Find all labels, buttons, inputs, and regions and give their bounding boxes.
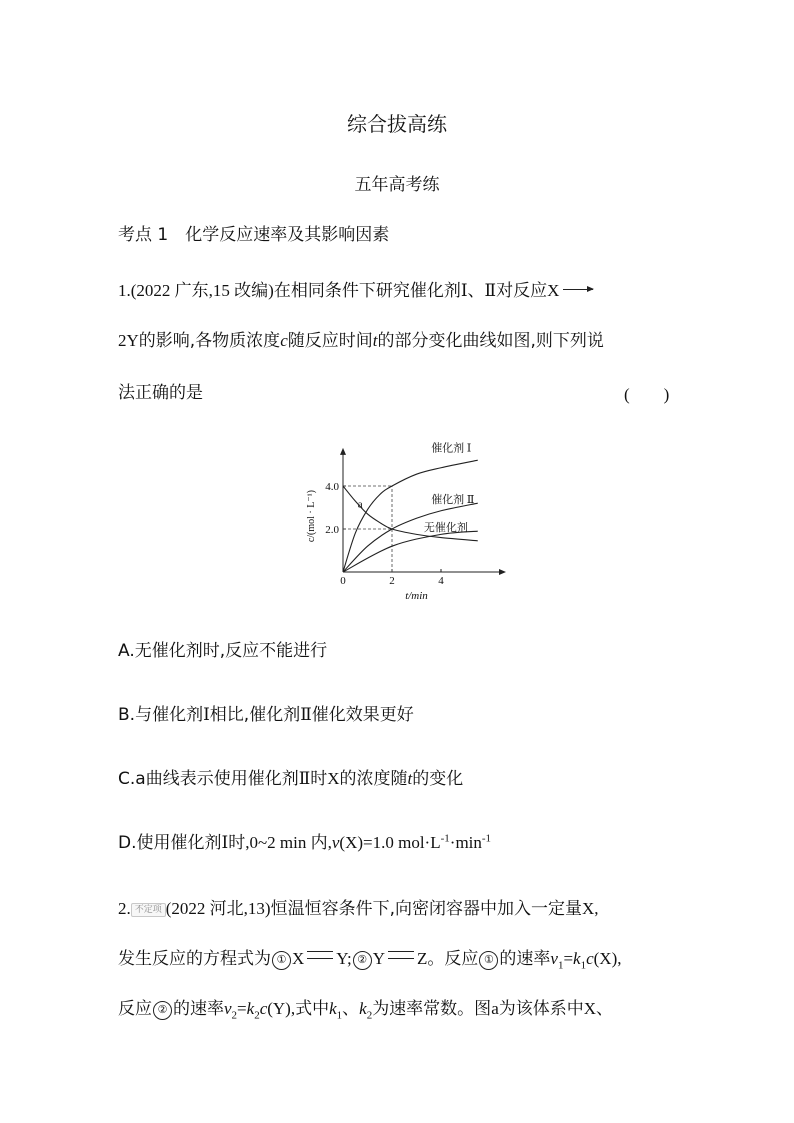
series-line-2 bbox=[343, 503, 478, 572]
subscript: 1 bbox=[557, 959, 564, 972]
q2-text: 的速率 bbox=[499, 949, 551, 969]
reactant-x: X bbox=[327, 769, 340, 788]
rate-constant-symbol: k bbox=[359, 999, 367, 1018]
equals-sign: = bbox=[237, 999, 247, 1018]
q1-text: 随反应时间 bbox=[287, 331, 373, 351]
rate-constant-symbol: k bbox=[573, 949, 581, 968]
option-c-text: 曲线表示使用催化剂 bbox=[145, 769, 299, 789]
reactant-x: X, bbox=[582, 899, 599, 918]
reactant-x: X bbox=[547, 281, 560, 300]
circled-number: ② bbox=[353, 951, 372, 970]
equals-sign: = bbox=[563, 949, 574, 968]
option-b-text: 相比,催化剂 bbox=[209, 705, 301, 725]
q2-text: 反应 bbox=[118, 999, 152, 1019]
subscript: 2 bbox=[366, 1009, 373, 1022]
q1-text: 对反应 bbox=[496, 281, 548, 301]
product-z: Z。 bbox=[417, 949, 445, 968]
reactant-x: X bbox=[292, 949, 305, 968]
concentration-symbol: c bbox=[259, 999, 268, 1018]
equilibrium-sign-icon bbox=[388, 951, 414, 959]
q1-source: (2022 广东,15 改编) bbox=[130, 281, 274, 300]
q1-text: 在相同条件下研究催化剂 bbox=[273, 281, 461, 301]
time-symbol: t bbox=[407, 769, 413, 788]
option-d-text: ·min bbox=[449, 833, 482, 852]
section-heading: 考点 1 化学反应速率及其影响因素 bbox=[118, 225, 390, 245]
q2-text: 、 bbox=[342, 999, 360, 1019]
x-tick-label: 0 bbox=[340, 575, 346, 587]
catalyst-2-symbol: Ⅱ bbox=[300, 705, 312, 724]
circled-number: ② bbox=[153, 1001, 172, 1020]
q1-stem-line1 bbox=[118, 276, 593, 301]
reactant-y: Y bbox=[372, 949, 386, 968]
concentration-time-chart bbox=[296, 430, 506, 605]
x-tick-label: 2 bbox=[389, 575, 395, 587]
q1-number: 1. bbox=[118, 281, 131, 300]
rate-symbol: v bbox=[331, 833, 340, 852]
q2-text: 为该体系中 bbox=[498, 999, 584, 1019]
circled-number: ① bbox=[272, 951, 291, 970]
catalyst-2-symbol: Ⅱ bbox=[298, 769, 311, 788]
q2-text: (X), bbox=[593, 949, 622, 968]
y-tick-label: 2.0 bbox=[325, 524, 339, 536]
q2-text: 式中 bbox=[295, 999, 330, 1019]
q2-text: (Y), bbox=[267, 999, 296, 1018]
x-axis-label: t/min bbox=[405, 590, 428, 602]
catalyst-2-symbol: Ⅱ bbox=[484, 281, 497, 300]
concentration-symbol: c bbox=[280, 331, 288, 350]
q1-text: 的影响,各物质浓度 bbox=[138, 331, 281, 351]
rate-symbol: v bbox=[550, 949, 558, 968]
catalyst-1-symbol: Ⅰ bbox=[221, 833, 229, 852]
q2-text: 反应 bbox=[444, 949, 479, 969]
rate-symbol: v bbox=[224, 999, 232, 1018]
option-d-text: (X)=1.0 mol·L bbox=[339, 833, 441, 852]
subscript: 2 bbox=[231, 1009, 238, 1022]
option-b-text: B.与催化剂 bbox=[118, 705, 204, 725]
rate-constant-symbol: k bbox=[329, 999, 337, 1018]
exponent: -1 bbox=[440, 832, 450, 845]
option-c-text: C.a bbox=[118, 769, 146, 789]
x-tick-label: 4 bbox=[438, 575, 444, 587]
question-type-badge: 不定项 bbox=[131, 903, 166, 917]
page-title: 综合拔高练 bbox=[347, 112, 447, 136]
catalyst-1-symbol: Ⅰ bbox=[460, 281, 468, 300]
subscript: 1 bbox=[580, 959, 587, 972]
series-label-catalyst-1: 催化剂 Ⅰ bbox=[431, 442, 472, 455]
chart-reference-lines bbox=[343, 486, 392, 572]
subscript: 1 bbox=[336, 1009, 343, 1022]
q1-stem-line2 bbox=[118, 326, 604, 351]
y-tick-label: 4.0 bbox=[325, 481, 339, 493]
option-d-text: 时,0~2 min 内, bbox=[228, 833, 332, 852]
exponent: -1 bbox=[481, 832, 492, 845]
series-line-4 bbox=[343, 531, 478, 572]
figure-label: a bbox=[491, 999, 499, 1018]
y-axis-arrow-icon bbox=[340, 448, 346, 455]
y-axis-label: c/(mol · L⁻¹) bbox=[306, 490, 317, 543]
catalyst-1-symbol: Ⅰ bbox=[203, 705, 210, 724]
option-c-text: 的变化 bbox=[412, 769, 464, 789]
option-b[interactable] bbox=[118, 700, 414, 725]
q2-stem-line3 bbox=[118, 994, 613, 1021]
circled-number: ① bbox=[479, 951, 498, 970]
q2-source: (2022 河北,13) bbox=[165, 899, 271, 918]
q1-stem-line3: 法正确的是 bbox=[118, 383, 203, 403]
chart-labels bbox=[306, 440, 474, 602]
subscript: 2 bbox=[254, 1009, 260, 1022]
option-c-text: 时 bbox=[310, 769, 328, 789]
concentration-symbol: c bbox=[586, 949, 594, 968]
series-label-no-catalyst: 无催化剂 bbox=[423, 521, 468, 534]
product-y: Y; bbox=[336, 949, 352, 968]
product-2y: 2Y bbox=[118, 331, 139, 350]
q2-text: 为速率常数。图 bbox=[372, 999, 492, 1019]
q2-text: 的速率 bbox=[173, 999, 224, 1019]
option-d[interactable] bbox=[118, 828, 491, 853]
q1-text: 的部分变化曲线如图,则下列说 bbox=[377, 331, 604, 351]
equilibrium-sign-icon bbox=[307, 951, 333, 959]
q2-stem-line2 bbox=[118, 944, 622, 971]
series-label-catalyst-2: 催化剂 Ⅱ bbox=[431, 493, 475, 506]
option-b-text: 催化效果更好 bbox=[311, 705, 414, 725]
series-line-1 bbox=[343, 460, 478, 572]
option-c[interactable] bbox=[118, 764, 463, 789]
rate-constant-symbol: k bbox=[246, 999, 255, 1018]
reaction-arrow-icon bbox=[563, 289, 593, 290]
option-a[interactable]: A.无催化剂时,反应不能进行 bbox=[118, 641, 328, 661]
q2-number: 2. bbox=[118, 899, 131, 918]
q2-stem-line1 bbox=[118, 894, 599, 919]
answer-blank[interactable]: ( ) bbox=[624, 385, 670, 404]
q1-separator: 、 bbox=[467, 281, 485, 301]
time-symbol: t bbox=[372, 331, 378, 350]
page-subtitle: 五年高考练 bbox=[354, 175, 440, 195]
option-d-text: D.使用催化剂 bbox=[118, 833, 222, 853]
x-axis-arrow-icon bbox=[499, 569, 506, 575]
series-label-a: a bbox=[357, 498, 363, 511]
reactant-x: X、 bbox=[583, 999, 614, 1018]
q2-text: 发生反应的方程式为 bbox=[118, 949, 271, 969]
option-c-text: 的浓度随 bbox=[339, 769, 408, 789]
q2-text: 恒温恒容条件下,向密闭容器中加入一定量 bbox=[270, 899, 582, 919]
chart-series bbox=[343, 460, 478, 572]
